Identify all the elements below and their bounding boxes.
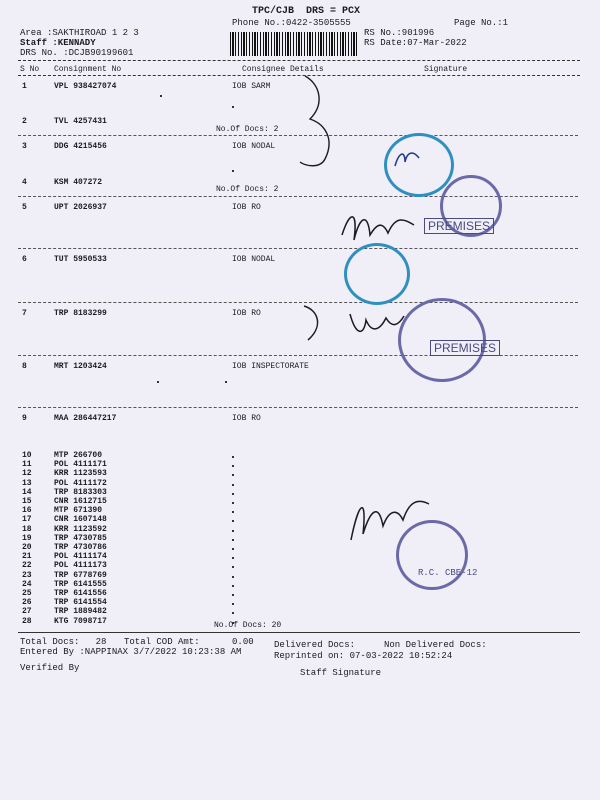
- list-row-mark: [232, 576, 234, 578]
- row-cons-4: KSM 407272: [54, 178, 103, 187]
- mark-dot: [232, 106, 234, 108]
- bank-seal-stamp-2: [344, 243, 410, 305]
- row-cons-5: UPT 2026937: [54, 203, 107, 212]
- list-row-sno: 19: [22, 534, 32, 543]
- row-separator: [18, 302, 578, 303]
- list-row-sno: 22: [22, 561, 32, 570]
- list-row-mark: [232, 612, 234, 614]
- row-sno-5: 5: [22, 203, 27, 212]
- list-row-consignment: TRP 1889482: [54, 607, 107, 616]
- col-consignee-details: Consignee Details: [242, 65, 324, 74]
- list-row-consignment: TRP 4730785: [54, 534, 107, 543]
- mark-dot: [157, 381, 159, 383]
- total-cod-amount: Total COD Amt: 0.00: [124, 637, 254, 647]
- row-details-3: IOB NODAL: [232, 142, 276, 151]
- report-title: TPC/CJB DRS = PCX: [252, 6, 361, 17]
- list-row-sno: 17: [22, 515, 32, 524]
- row-sno-8: 8: [22, 362, 27, 371]
- mark-dot: [225, 381, 227, 383]
- row-sno-3: 3: [22, 142, 27, 151]
- row-cons-2: TVL 4257431: [54, 117, 107, 126]
- list-row-sno: 24: [22, 580, 32, 589]
- list-row-sno: 20: [22, 543, 32, 552]
- staff-signature-label: Staff Signature: [300, 668, 382, 678]
- row-cons-6: TUT 5950533: [54, 255, 107, 264]
- rs-date: RS Date:07-Mar-2022: [364, 38, 467, 48]
- list-row-sno: 12: [22, 469, 32, 478]
- row-sno-7: 7: [22, 309, 27, 318]
- signature-scribble-3: [300, 300, 410, 350]
- drs-number: DRS No. :DCJB90199601: [20, 48, 134, 58]
- list-row-consignment: POL 4111174: [54, 552, 107, 561]
- docs-count-group-2: No.Of Docs: 2: [216, 185, 279, 194]
- entered-by: Entered By :NAPPINAX 3/7/2022 10:23:38 AM: [20, 647, 242, 657]
- row-cons-8: MRT 1203424: [54, 362, 107, 371]
- row-details-6: IOB NODAL: [232, 255, 276, 264]
- list-row-sno: 28: [22, 617, 32, 626]
- list-row-consignment: TRP 6141556: [54, 589, 107, 598]
- list-row-consignment: MTP 671390: [54, 506, 103, 515]
- row-details-1: IOB SARM: [232, 82, 271, 91]
- list-row-consignment: KTG 7098717: [54, 617, 107, 626]
- area-label: Area :SAKTHIROAD 1 2 3: [20, 28, 139, 38]
- list-row-consignment: CNR 1607148: [54, 515, 107, 524]
- col-consignment: Consignment No: [54, 65, 122, 74]
- list-row-sno: 23: [22, 571, 32, 580]
- list-row-sno: 13: [22, 479, 32, 488]
- list-row-consignment: TRP 8183303: [54, 488, 107, 497]
- list-row-consignment: TRP 6778769: [54, 571, 107, 580]
- list-row-mark: [232, 465, 234, 467]
- list-row-mark: [232, 585, 234, 587]
- list-row-sno: 16: [22, 506, 32, 515]
- row-separator: [18, 407, 578, 408]
- office-seal-stamp-3: [396, 520, 468, 590]
- reprinted-on: Reprinted on: 07-03-2022 10:52:24: [274, 651, 453, 661]
- list-row-mark: [232, 548, 234, 550]
- list-row-sno: 18: [22, 525, 32, 534]
- premises-stamp-1: PREMISES: [424, 218, 494, 234]
- row-details-5: IOB RO: [232, 203, 261, 212]
- col-sno: S No: [20, 65, 40, 74]
- list-row-mark: [232, 557, 234, 559]
- row-cons-9: MAA 286447217: [54, 414, 117, 423]
- verified-by: Verified By: [20, 663, 80, 673]
- docs-count-group-1: No.Of Docs: 2: [216, 125, 279, 134]
- list-row-consignment: TRP 6141555: [54, 580, 107, 589]
- rs-number: RS No.:901996: [364, 28, 435, 38]
- row-cons-1: VPL 938427074: [54, 82, 117, 91]
- list-row-consignment: KRR 1123593: [54, 469, 107, 478]
- list-row-consignment: CNR 1612715: [54, 497, 107, 506]
- list-row-sno: 14: [22, 488, 32, 497]
- footer-rule: [18, 632, 580, 633]
- list-row-mark: [232, 456, 234, 458]
- list-row-mark: [232, 530, 234, 532]
- list-row-consignment: MTP 266700: [54, 451, 103, 460]
- signature-scribble-1: [295, 74, 345, 174]
- phone-number: Phone No.:0422-3505555: [232, 18, 351, 28]
- list-row-mark: [232, 594, 234, 596]
- list-row-consignment: POL 4111173: [54, 561, 107, 570]
- list-row-consignment: TRP 4730786: [54, 543, 107, 552]
- list-row-sno: 15: [22, 497, 32, 506]
- list-row-consignment: POL 4111171: [54, 460, 107, 469]
- header-rule-top: [18, 60, 580, 61]
- list-row-consignment: TRP 6141554: [54, 598, 107, 607]
- list-row-mark: [232, 539, 234, 541]
- list-row-mark: [232, 484, 234, 486]
- list-row-mark: [232, 511, 234, 513]
- list-row-mark: [232, 603, 234, 605]
- page-number: Page No.:1: [454, 18, 509, 28]
- mark-dot: [232, 170, 234, 172]
- barcode-image: [230, 32, 358, 56]
- row-sno-2: 2: [22, 117, 27, 126]
- list-row-sno: 27: [22, 607, 32, 616]
- total-docs: Total Docs: 28: [20, 637, 107, 647]
- list-row-mark: [232, 493, 234, 495]
- list-row-sno: 21: [22, 552, 32, 561]
- staff-label: Staff :KENNADY: [20, 38, 96, 48]
- row-cons-7: TRP 8183299: [54, 309, 107, 318]
- row-separator: [18, 248, 578, 249]
- row-sno-6: 6: [22, 255, 27, 264]
- row-cons-3: DDG 4215456: [54, 142, 107, 151]
- list-row-consignment: KRR 1123592: [54, 525, 107, 534]
- premises-stamp-2: PREMISES: [430, 340, 500, 356]
- delivered-docs: Delivered Docs:: [274, 640, 356, 650]
- list-row-sno: 11: [22, 460, 32, 469]
- non-delivered-docs: Non Delivered Docs:: [384, 640, 487, 650]
- list-row-sno: 25: [22, 589, 32, 598]
- list-row-mark: [232, 474, 234, 476]
- row-details-9: IOB RO: [232, 414, 261, 423]
- docs-count-group-3: No.Of Docs: 20: [214, 621, 282, 630]
- mark-dot: [160, 95, 162, 97]
- list-row-sno: 26: [22, 598, 32, 607]
- row-details-7: IOB RO: [232, 309, 261, 318]
- seal-text: R.C. CBE-12: [418, 568, 478, 578]
- list-row-sno: 10: [22, 451, 32, 460]
- row-sno-1: 1: [22, 82, 27, 91]
- col-signature: Signature: [424, 65, 468, 74]
- row-sno-9: 9: [22, 414, 27, 423]
- initials-scribble: [393, 148, 423, 172]
- list-row-mark: [232, 566, 234, 568]
- row-sno-4: 4: [22, 178, 27, 187]
- list-row-mark: [232, 520, 234, 522]
- row-details-8: IOB INSPECTORATE: [232, 362, 309, 371]
- list-row-consignment: POL 4111172: [54, 479, 107, 488]
- list-row-mark: [232, 502, 234, 504]
